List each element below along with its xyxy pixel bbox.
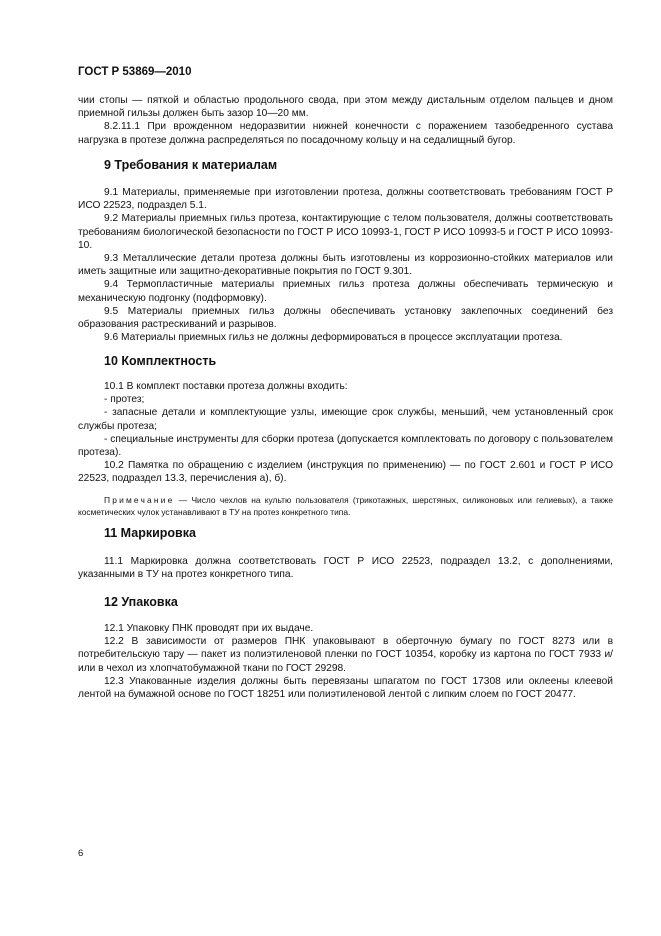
section-11-body [78, 555, 613, 581]
paragraph: 9.2 Материалы приемных гильз протеза, контактирующие с телом пользователя, должны соответствовать требованиям биологической безопасности по ГОСТ Р ИСО 10993-1, ГОСТ Р ИСО 10993-5 и ГОСТ Р ИСО 10993-10. [78, 213, 613, 251]
intro-block [78, 94, 613, 147]
paragraph: чии стопы — пяткой и областью продольного свода, при этом между дистальным отделом пальцев и дном приемной гильзы должен быть зазор 10—20 мм. [78, 95, 613, 120]
paragraph: 9.6 Материалы приемных гильз не должны деформироваться в процессе эксплуатации протеза. [104, 332, 563, 344]
paragraph: 12.3 Упакованные изделия должны быть перевязаны шпагатом по ГОСТ 17308 или оклеены клеевой лентой на бумажной основе по ГОСТ 18251 или полиэтиленовой лентой с липким слоем по ГОСТ 20477. [78, 675, 613, 701]
paragraph: 10.2 Памятка по обращению с изделием (инструкция по применению) — по ГОСТ 2.601 и ГОСТ Р ИСО 22523, подраздел 13.3, перечисления а), б). [78, 460, 613, 485]
note-text: — Число чехлов на культю пользователя (трикотажных, шерстяных, силиконовых или гелиевых), а также косметических чулок устанавливают в ТУ на протез конкретного типа. [78, 494, 613, 517]
section-10-body [78, 380, 613, 518]
section-12-body [78, 622, 613, 701]
section-11-title: 11 Маркировка [104, 526, 196, 540]
paragraph: 8.2.11.1 При врожденном недоразвитии нижней конечности с поражением тазобедренного сустава нагрузка в протезе должна распределяться по посадочному кольцу и на седалищный бугор. [78, 121, 613, 146]
paragraph: 9.1 Материалы, применяемые при изготовлении протеза, должны соответствовать требованиям ГОСТ Р ИСО 22523, подраздел 5.1. [78, 187, 613, 212]
paragraph: 9.3 Металлические детали протеза должны быть изготовлены из коррозионно-стойких материалов или иметь защитные или защитно-декоративные покрытия по ГОСТ 9.301. [78, 253, 613, 278]
paragraph: 9.5 Материалы приемных гильз должны обеспечивать установку заклепочных соединений без образования растрескиваний и разрывов. [78, 305, 613, 331]
note [78, 494, 613, 518]
paragraph: 9.4 Термопластичные материалы приемных гильз протеза должны обеспечивать термическую и механическую подгонку (подформовку). [78, 279, 613, 304]
paragraph: 12.2 В зависимости от размеров ПНК упаковывают в оберточную бумагу по ГОСТ 8273 или в потребительскую тару — пакет из полиэтиленовой пленки по ГОСТ 10354, коробку из картона по ГОСТ 7933 и/или в чехол из хлопчатобумажной ткани по ГОСТ 29298. [78, 636, 613, 674]
paragraph: 12.1 Упаковку ПНК проводят при их выдаче. [104, 623, 314, 634]
document-header: ГОСТ Р 53869—2010 [78, 66, 192, 78]
list-item: - запасные детали и комплектующие узлы, имеющие срок службы, меньший, чем установленный срок службы протеза; [78, 407, 613, 432]
document-page [78, 62, 613, 902]
section-12-title: 12 Упаковка [104, 595, 178, 609]
section-9-title: 9 Требования к материалам [104, 158, 278, 172]
section-10-title: 10 Комплектность [104, 354, 217, 368]
list-item: - специальные инструменты для сборки протеза (допускается комплектовать по договору с пользователем протеза). [78, 433, 613, 459]
paragraph: 10.1 В комплект поставки протеза должны входить: [104, 381, 348, 392]
page-number: 6 [78, 848, 84, 859]
list-item: - протез; [104, 394, 145, 406]
note-label: Примечание [104, 494, 175, 505]
paragraph: 11.1 Маркировка должна соответствовать ГОСТ Р ИСО 22523, подраздел 13.2, с дополнениями, указанными в ТУ на протез конкретного типа. [78, 556, 613, 581]
section-9-body [78, 186, 613, 344]
